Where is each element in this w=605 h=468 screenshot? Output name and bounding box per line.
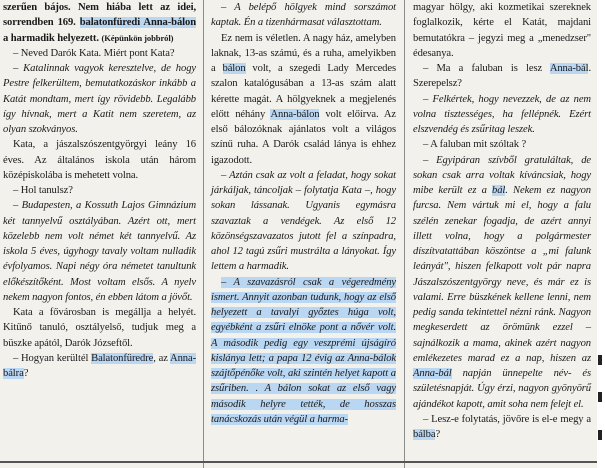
question-paragraph: – A faluban mit szóltak ? [423,139,527,151]
body-paragraph: magyar hölgy, aki kozmetikai szereknek foglalkozik, kérte el Katát, majdani bemutatókra – jegyzi meg a „menedzser" édesanya. [413,2,591,59]
question-paragraph: – Neved Darók Kata. Miért pont Kata? [13,47,175,59]
body-paragraph: Kata a fővárosban is megállja a helyét. Kitűnő tanuló, osztályelső, tudjuk meg a büszke apától, Darók Józseftől. [3,307,196,349]
photo-caption: (Képünkön jobbról) [101,32,174,43]
body-paragraph: Kata, a jászalszószentgyörgyi leány 16 éves. Az általános iskola után három középiskolába is mehetett volna. [3,139,196,181]
answer-paragraph: – Felkértek, hogy nevezzek, de az nem volna tisztességes, ha fellépnék. Ezért elszvendég és zsűritag leszek. [413,93,591,135]
question-paragraph: – Ma a faluban is lesz Anna-bál. Szerepelsz? [413,63,591,90]
highlight-balatonfured: Balatonfüredre [91,352,154,364]
highlight-anna-balon: balatonfüredi Anna-bálon [79,17,197,29]
highlight-balba: bálba [413,429,436,440]
edge-mark [598,392,602,402]
edge-mark [598,355,602,365]
question-paragraph: – Hol tanulsz? [13,185,73,196]
article-column-2 [211,0,396,427]
answer-paragraph: – Katalinnak vagyok keresztelve, de hogy Pestre felkerültem, bemutatkozáskor inkább a Katát mondtam, mert így rövidebb. Legalább így hívnak, mert a Katit nem szeretem, az olyan szokványos. [3,63,196,135]
answer-paragraph [211,275,396,428]
highlight-anna-bal: Anna-bál [413,368,452,379]
highlight-anna-balon: Anna-bálon [270,108,320,120]
highlight-anna-bal: Anna-bálra [3,352,197,379]
article-column-3 [413,0,591,442]
bottom-rule [0,461,597,463]
question-paragraph: – Lesz-e folytatás, jövőre is el-e megy a bálba? [413,413,591,440]
column-divider [404,0,405,468]
column-divider [203,0,204,468]
lead-paragraph [3,0,196,46]
highlight-anna-bal: Anna-bál [549,63,589,74]
answer-paragraph: – Egyipáran szívből gratuláltak, de sokan csak arra voltak kíváncsiak, hogy mibe került ez a bál. Nekem ez nagyon furcsa. Nem vártuk mi el, hogy a falu szélén zenekar fogadja, de azért annyi illett volna, hogy a polgármester díszítvatattában köszöntse a „mi falunk leányát", hiszen felkapott volt pár napra Jászalszószentgyörgy neve, és már ez is valami. Erre büszkének kellene lenni, nem pedig sanda tekintettel nézni ránk. Nagyon megkeserdett az örömünk ezzel – sajnálkozik a mama, akinek azért nagyon emlékezetes marad ez a nap, hiszen az Anna-bál napján ünnepelte név- és születésnapját. Úgy érzi, nagyon gyönyörű ajándékot kapott, amit soha nem felejt el. [413,154,591,410]
body-paragraph: Ez nem is véletlen. A nagy ház, amelyben laknak, 13-as számú, és a ruha, amelyikben a bálon volt, a szegedi Lady Mercedes szalon katalógusában a 13-as szám alatt kérette magát. A hölgyeknek a megjelenés előtt néhány Anna-bálon volt előírva. Az első bálozóknak ajánlatos volt a világos színű ruha. A Darók család lánya is ehhez igazodott. [211,32,397,166]
article-column-1 [3,0,196,381]
answer-paragraph: – Aztán csak az volt a feladat, hogy sokat járkáljak, táncoljak – folytatja Kata –, hogy sokan lássanak. Ugyanis egymásra szavaztak a vendégek. Az első 12 közönségszavazatos jutott fel a színpadra, ahol 12 tagú zsűri mustrálta a lányokat. Így lettem a harmadik. [211,169,396,273]
lead-text: szerűen bájos. Nem hiába lett az idei, sorrendben 169. [3,2,196,29]
highlight-result-passage: – A szavazásról csak a végeredmény ismert. Annyit azonban tudunk, hogy az első helyezett a tavalyi győztes húga volt, egyébként a zsűri elnöke pont a nővér volt. A második pedig egy veszprémi újságíró kislánya lett; a papa 12 évig az Anna-bálok szájtőpénőke volt, aki szintén helyet kapott a zsűriben. . A bálon sokat az első vagy második helyre tették, de hosszas tanácskozás után végül a harma- [211,276,396,425]
answer-paragraph: – Budapesten, a Kossuth Lajos Gimnázium két tannyelvű osztályában. Azért ott, mert közelebb nem volt német két tannyelvű. Az iskola 5 éves, úgyhogy tavaly voltam nulladik évfolyamos. Napi négy óra németet tanultunk előkészítőként. Most voltam elsős. A nyelv nekem nagyon fontos, én ebben látom a jövőt. [3,200,196,303]
edge-mark [598,430,602,440]
highlight-bal: bál [492,185,506,196]
lead-text-end: a harmadik helyezett. [3,32,102,44]
answer-paragraph: – A belépő hölgyek mind sorszámot kaptak. Én a tizenhármasat választottam. [211,2,396,29]
question-paragraph: – Hogyan kerültél Balatonfüredre, az Anna-bálra? [3,352,197,379]
highlight-balon: bálon [222,63,246,74]
